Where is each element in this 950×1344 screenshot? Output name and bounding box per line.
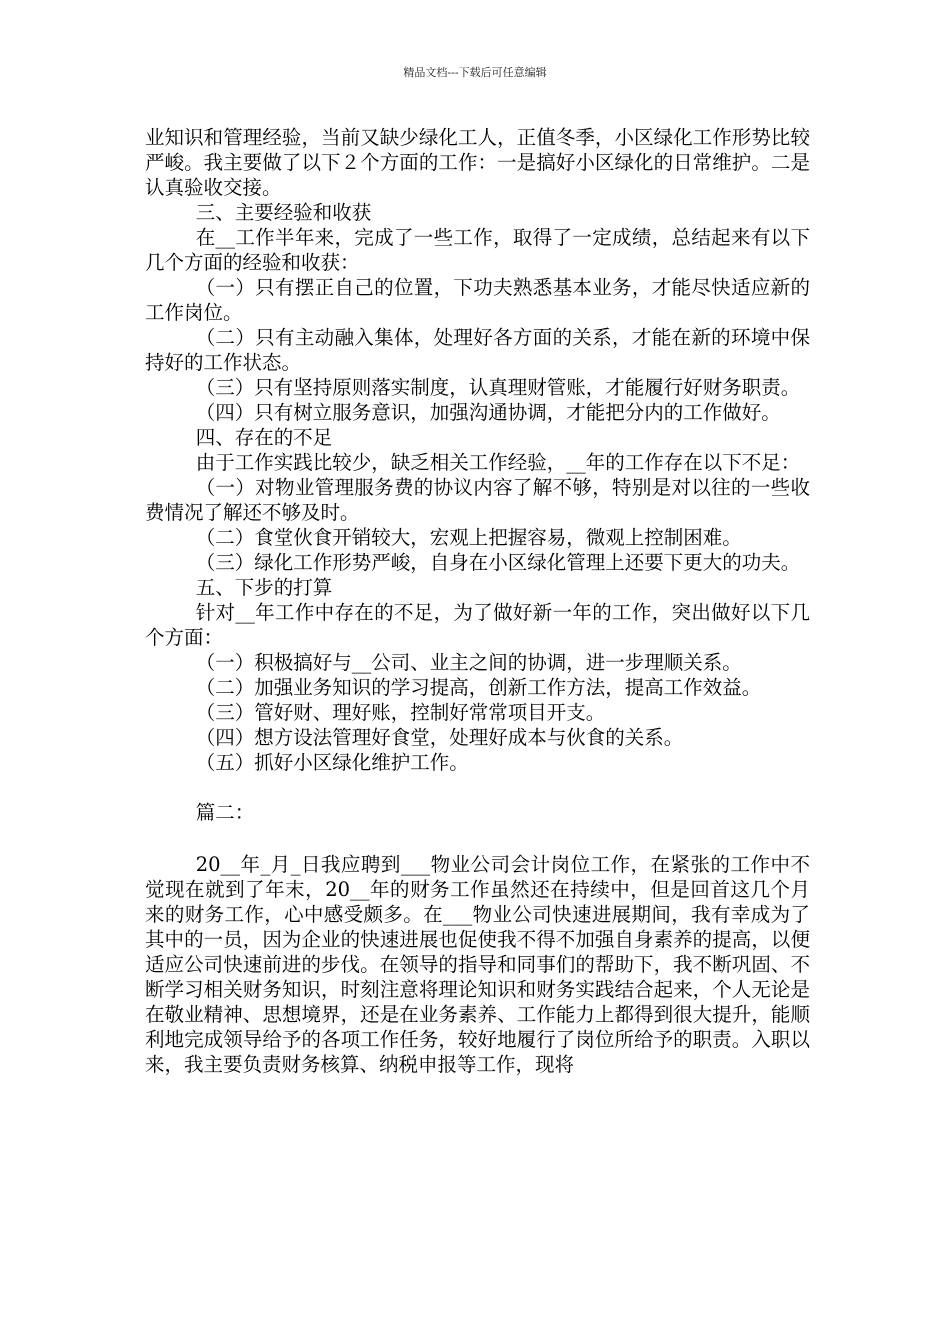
section-heading: 五、下步的打算: [195, 576, 333, 599]
section-heading: 三、主要经验和收获: [195, 201, 372, 224]
list-item: （二）只有主动融入集体，处理好各方面的关系，才能在新的环境中保持好的工作状态。: [145, 326, 810, 374]
paragraph: 业知识和管理经验，当前又缺少绿化工人，正值冬季，小区绿化工作形势比较严峻。我主要做了以下２个方面的工作：一是搞好小区绿化的日常维护。二是认真验收交接。: [145, 126, 810, 199]
list-item: （一）对物业管理服务费的协议内容了解不够，特别是对以往的一些收费情况了解还不够及时。: [145, 476, 810, 524]
list-item: （三）绿化工作形势严峻，自身在小区绿化管理上还要下更大的功夫。: [195, 551, 801, 574]
list-item: （三）管好财、理好账，控制好常常项目开支。: [195, 701, 606, 724]
list-item: （一）积极搞好与__公司、业主之间的协调，进一步理顺关系。: [195, 651, 742, 674]
paragraph: 在__工作半年来，完成了一些工作，取得了一定成绩，总结起来有以下几个方面的经验和收获：: [145, 226, 810, 274]
list-item: （二）食堂伙食开销较大，宏观上把握容易，微观上控制困难。: [195, 526, 742, 549]
list-item: （四）想方设法管理好食堂，处理好成本与伙食的关系。: [195, 726, 684, 749]
page-header: 精品文档---下载后可任意编辑: [403, 66, 547, 79]
section-title: 篇二：: [195, 801, 255, 824]
list-item: （三）只有坚持原则落实制度，认真理财管账，才能履行好财务职责。: [195, 376, 801, 399]
document-body: [145, 125, 810, 1077]
list-item: （五）抓好小区绿化维护工作。: [195, 751, 469, 774]
list-item: （二）加强业务知识的学习提高，创新工作方法，提高工作效益。: [195, 676, 762, 699]
list-item: （一）只有摆正自己的位置，下功夫熟悉基本业务，才能尽快适应新的工作岗位。: [145, 276, 810, 324]
paragraph: 20__年_月_日我应聘到___物业公司会计岗位工作，在紧张的工作中不觉现在就到了年末，20__年的财务工作虽然还在持续中，但是回首这几个月来的财务工作，心中感受颇多。在___物业公司快速进展期间，我有幸成为了其中的一员，因为企业的快速进展也促使我不得不加强自身素养的提高，以便适应公司快速前进的步伐。在领导的指导和同事们的帮助下，我不断巩固、不断学习相关财务知识，时刻注意将理论知识和财务实践结合起来，个人无论是在敬业精神、思想境界，还是在业务素养、工作能力上都得到很大提升，能顺利地完成领导给予的各项工作任务，较好地履行了岗位所给予的职责。入职以来，我主要负责财务核算、纳税申报等工作，现将: [145, 853, 810, 1076]
paragraph: 针对__年工作中存在的不足，为了做好新一年的工作，突出做好以下几个方面：: [145, 601, 810, 649]
section-heading: 四、存在的不足: [195, 426, 333, 449]
paragraph: 由于工作实践比较少，缺乏相关工作经验，__年的工作存在以下不足：: [195, 451, 801, 474]
list-item: （四）只有树立服务意识，加强沟通协调，才能把分内的工作做好。: [195, 401, 781, 424]
